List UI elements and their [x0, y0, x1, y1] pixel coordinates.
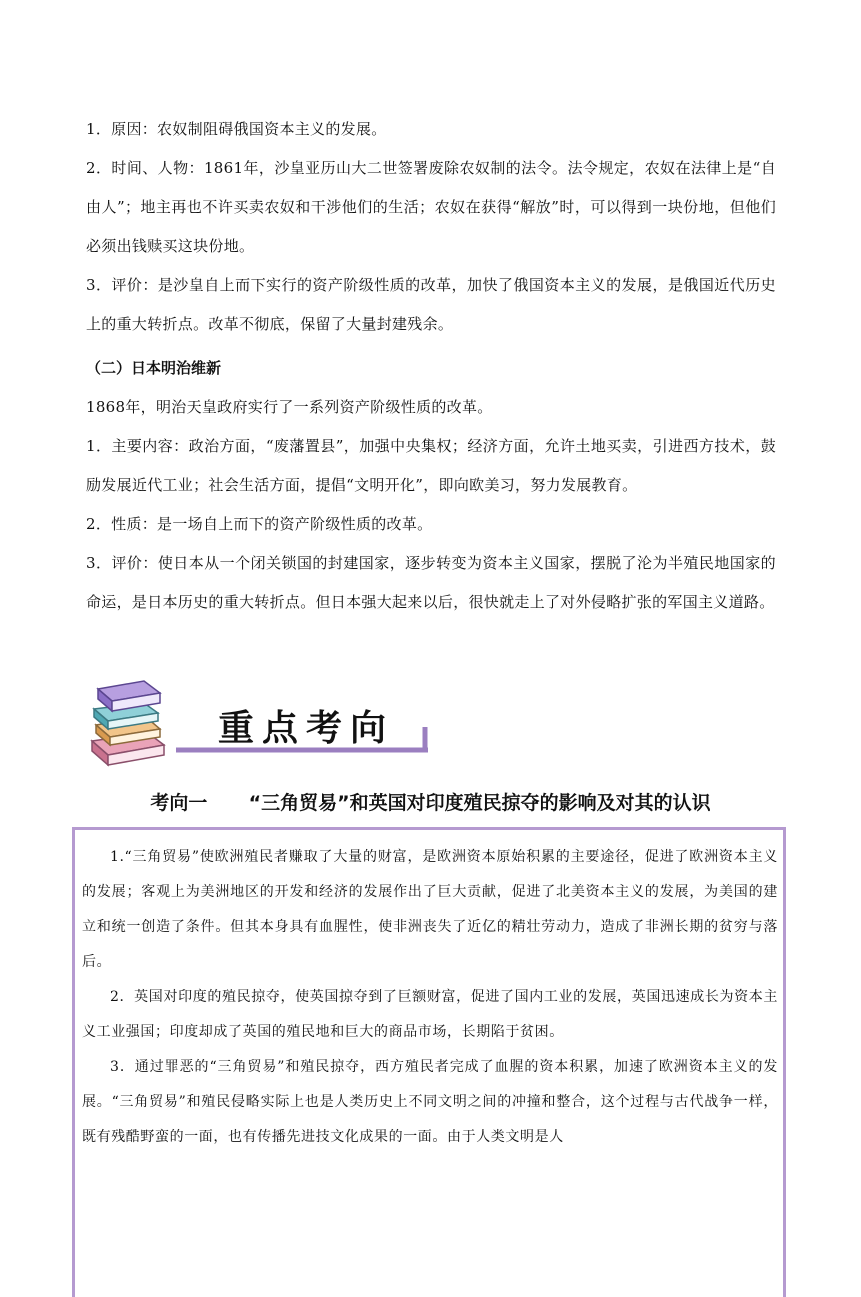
japan-heading: （二）日本明治维新 — [86, 359, 222, 377]
kaoxiang-heading: “三角贸易”和英国对印度殖民掠夺的影响及对其的认识 — [248, 792, 711, 814]
kaoxiang-title — [0, 788, 861, 815]
kaoxiang-label: 考向一 — [150, 792, 208, 814]
russia-point-3: 3．评价：是沙皇自上而下实行的资产阶级性质的改革，加快了俄国资本主义的发展，是俄国近代历史上的重大转折点。改革不彻底，保留了大量封建残余。 — [86, 276, 776, 333]
box-paragraph-2: 2．英国对印度的殖民掠夺，使英国掠夺到了巨额财富，促进了国内工业的发展，英国迅速成长为资本主义工业强国；印度却成了英国的殖民地和巨大的商品市场，长期陷于贫困。 — [82, 989, 778, 1040]
banner-title: 重点考向 — [218, 707, 395, 749]
japan-point-2: 2．性质：是一场自上而下的资产阶级性质的改革。 — [86, 515, 433, 533]
box-paragraph-1: 1.“三角贸易”使欧洲殖民者赚取了大量的财富，是欧洲资本原始积累的主要途径，促进了欧洲资本主义的发展；客观上为美洲地区的开发和经济的发展作出了巨大贡献，促进了北美资本主义的发展，为美国的建立和统一创造了条件。但其本身具有血腥性，使非洲丧失了近亿的精壮劳动力，造成了非洲长期的贫穷与落后。 — [82, 849, 778, 970]
japan-intro: 1868年，明治天皇政府实行了一系列资产阶级性质的改革。 — [86, 398, 493, 416]
russia-point-1: 1．原因：农奴制阻碍俄国资本主义的发展。 — [86, 120, 387, 138]
japan-point-1: 1．主要内容：政治方面，“废藩置县”，加强中央集权；经济方面，允许土地买卖，引进西方技术，鼓励发展近代工业；社会生活方面，提倡“文明开化”，即向欧美习，努力发展教育。 — [86, 437, 776, 494]
box-paragraph-3: 3．通过罪恶的“三角贸易”和殖民掠夺，西方殖民者完成了血腥的资本积累，加速了欧洲资本主义的发展。“三角贸易”和殖民侵略实际上也是人类历史上不同文明之间的冲撞和整合，这个过程与古代战争一样，既有残酷野蛮的一面，也有传播先进技文化成果的一面。由于人类文明是人 — [82, 1059, 778, 1145]
content-box-text — [82, 840, 778, 1155]
russia-point-2: 2．时间、人物：1861年，沙皇亚历山大二世签署废除农奴制的法令。法令规定，农奴在法律上是“自由人”；地主再也不许买卖农奴和干涉他们的生活；农奴在获得“解放”时，可以得到一块份地，但他们必须出钱赎买这块份地。 — [86, 159, 776, 255]
japan-point-3: 3．评价：使日本从一个闭关锁国的封建国家，逐步转变为资本主义国家，摆脱了沦为半殖民地国家的命运，是日本历史的重大转折点。但日本强大起来以后，很快就走上了对外侵略扩张的军国主义道路。 — [86, 554, 776, 611]
